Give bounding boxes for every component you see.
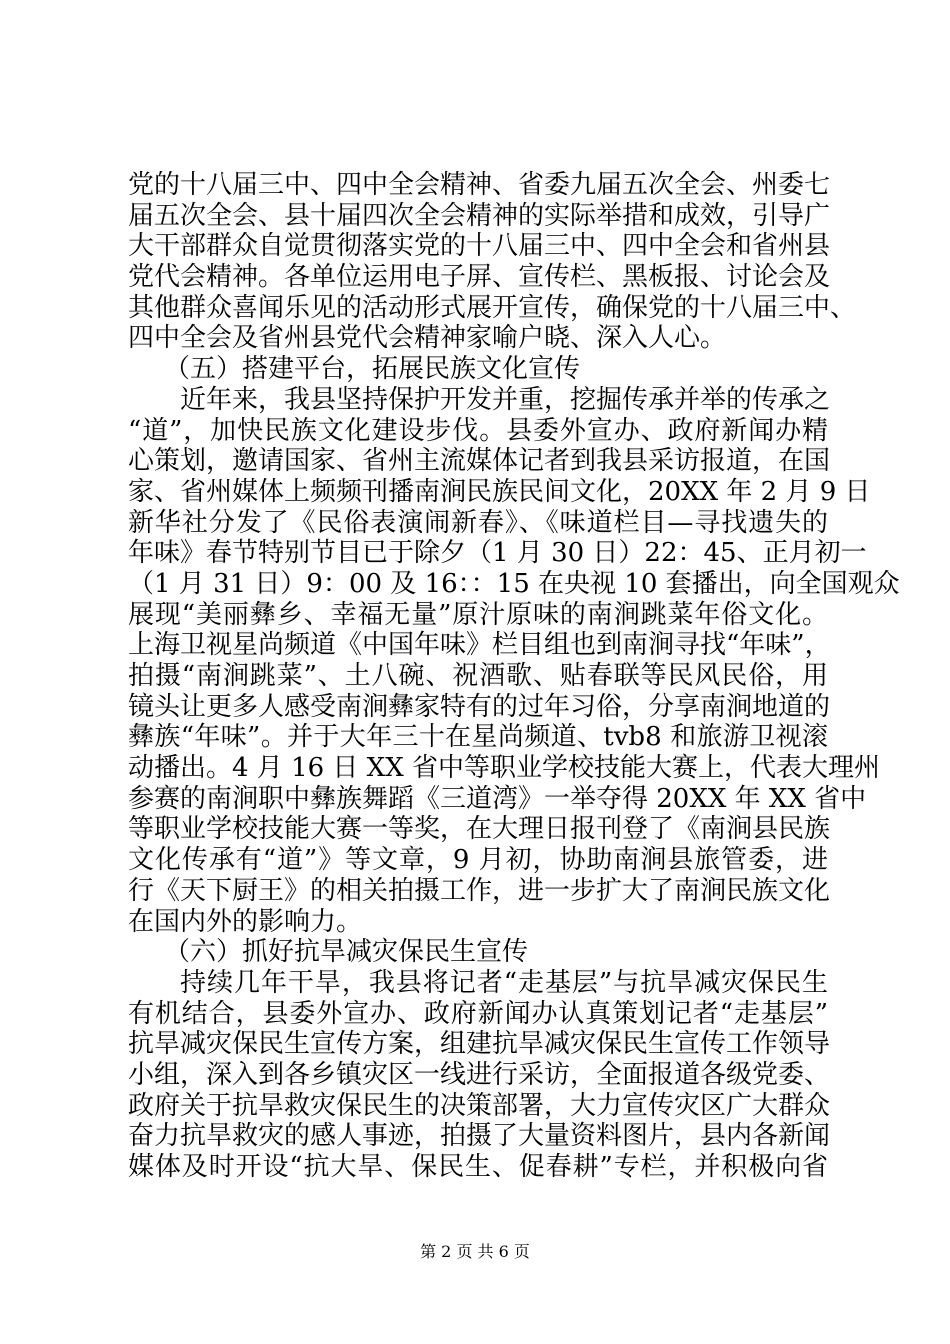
body-line: 届五次全会、县十届四次全会精神的实际举措和成效，引导广 bbox=[128, 200, 831, 231]
body-line: 彝族“年味”。并于大年三十在星尚频道、tvb8 和旅游卫视滚 bbox=[128, 722, 828, 753]
body-line: 近年来，我县坚持保护开发并重，挖掘传承并举的传承之 bbox=[180, 384, 831, 415]
body-line: 展现“美丽彝乡、幸福无量”原汁原味的南涧跳菜年俗文化。 bbox=[128, 599, 828, 630]
body-line: 心策划，邀请国家、省州主流媒体记者到我县采访报道，在国 bbox=[128, 446, 831, 477]
body-line: 上海卫视星尚频道《中国年味》栏目组也到南涧寻找“年味”， bbox=[128, 630, 831, 661]
body-line: 镜头让更多人感受南涧彝家特有的过年习俗，分享南涧地道的 bbox=[128, 691, 831, 722]
body-line: 小组，深入到各乡镇灾区一线进行采访，全面报道各级党委、 bbox=[128, 1059, 831, 1090]
document-body bbox=[128, 170, 900, 1183]
section-heading: （六）抓好抗旱减灾保民生宣传 bbox=[164, 937, 529, 968]
section-heading: （五）搭建平台，拓展民族文化宣传 bbox=[164, 354, 581, 385]
body-line: 其他群众喜闻乐见的活动形式展开宣传，确保党的十八届三中、 bbox=[128, 292, 857, 323]
body-line: 等职业学校技能大赛一等奖，在大理日报刊登了《南涧县民族 bbox=[128, 814, 831, 845]
body-line: 动播出。4 月 16 日 XX 省中等职业学校技能大赛上，代表大理州 bbox=[128, 753, 880, 784]
body-line: 年味》春节特别节目已于除夕（1 月 30 日）22：45、正月初一 bbox=[128, 538, 867, 569]
body-line: 大干部群众自觉贯彻落实党的十八届三中、四中全会和省州县 bbox=[128, 231, 831, 262]
body-line: 持续几年干旱，我县将记者“走基层”与抗旱减灾保民生 bbox=[180, 967, 828, 998]
body-line: 拍摄“南涧跳菜”、土八碗、祝酒歌、贴春联等民风民俗，用 bbox=[128, 661, 828, 691]
body-line: 党的十八届三中、四中全会精神、省委九届五次全会、州委七 bbox=[128, 170, 831, 200]
body-line: （1 月 31 日）9：00 及 16：：15 在央视 10 套播出，向全国观众 bbox=[128, 568, 900, 599]
body-line: 四中全会及省州县党代会精神家喻户晓、深入人心。 bbox=[128, 323, 727, 354]
body-line: 奋力抗旱救灾的感人事迹，拍摄了大量资料图片，县内各新闻 bbox=[128, 1121, 831, 1152]
section-5 bbox=[128, 354, 900, 937]
body-line: 党代会精神。各单位运用电子屏、宣传栏、黑板报、讨论会及 bbox=[128, 262, 831, 293]
body-line: 参赛的南涧职中彝族舞蹈《三道湾》一举夺得 20XX 年 XX 省中 bbox=[128, 783, 867, 814]
body-line: “道”，加快民族文化建设步伐。县委外宣办、政府新闻办精 bbox=[128, 415, 828, 446]
section-6 bbox=[128, 937, 831, 1183]
body-line: 有机结合，县委外宣办、政府新闻办认真策划记者“走基层” bbox=[128, 998, 828, 1029]
body-line: 政府关于抗旱救灾保民生的决策部署，大力宣传灾区广大群众 bbox=[128, 1090, 831, 1121]
body-line: 抗旱减灾保民生宣传方案，组建抗旱减灾保民生宣传工作领导 bbox=[128, 1029, 831, 1060]
body-line: 在国内外的影响力。 bbox=[128, 906, 363, 937]
body-line: 新华社分发了《民俗表演闹新春》、《味道栏目—寻找遗失的 bbox=[128, 507, 828, 538]
body-line: 家、省州媒体上频频刊播南涧民族民间文化，20XX 年 2 月 9 日 bbox=[128, 476, 871, 507]
intro-paragraph bbox=[128, 170, 857, 354]
body-line: 行《天下厨王》的相关拍摄工作，进一步扩大了南涧民族文化 bbox=[128, 875, 831, 906]
body-line: 媒体及时开设“抗大旱、保民生、促春耕”专栏，并积极向省 bbox=[128, 1152, 828, 1182]
page-footer: 第 2 页 共 6 页 bbox=[420, 1242, 530, 1261]
body-line: 文化传承有“道”》等文章，9 月初，协助南涧县旅管委，进 bbox=[128, 845, 828, 876]
